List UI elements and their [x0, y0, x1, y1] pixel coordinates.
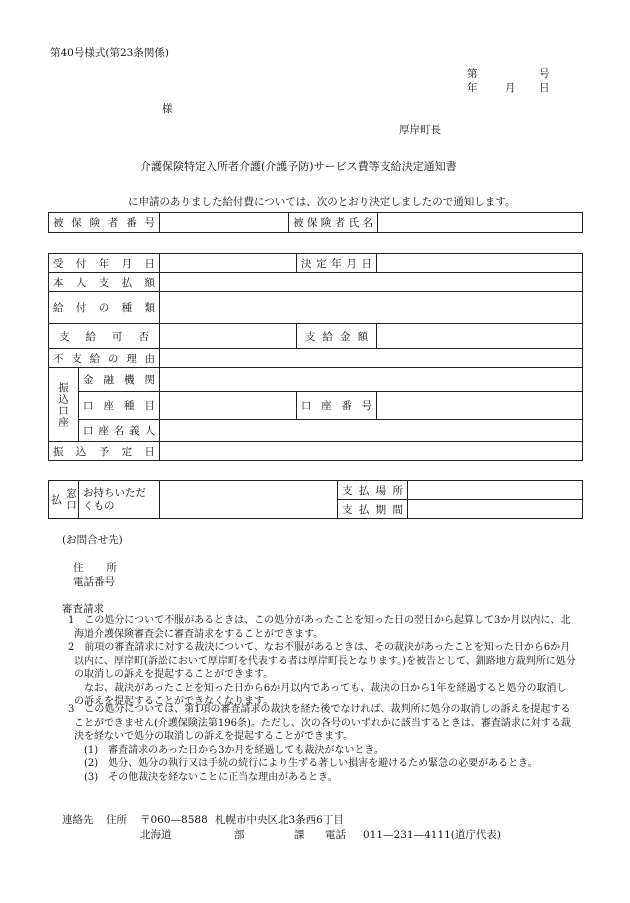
account-number-label: 口座番号: [301, 400, 372, 412]
decision-table: [48, 253, 583, 461]
payment-place-value: [408, 481, 583, 500]
contact-address: 札幌市中央区北3条西6丁目: [215, 814, 344, 826]
received-date-value: [160, 254, 297, 273]
contact-pref: 北海道: [140, 829, 172, 841]
transfer-date-label: 振込予定日: [53, 445, 155, 458]
self-payment-label: 本人支払額: [53, 276, 155, 289]
contact-label: 連絡先: [62, 814, 94, 826]
addressee-suffix: 様: [162, 103, 173, 115]
items-to-bring-value: [160, 481, 338, 519]
insured-number-value: [160, 213, 289, 233]
contact-address-label: 住所: [106, 814, 127, 826]
contact-postal: 〒060—8588: [140, 814, 208, 826]
appeal-item-2: (2) 処分、処分の執行又は手続の続行により生ずる著しい損害を避けるため緊急の必要があるとき。: [84, 758, 538, 769]
inquiry-address-wrap: [73, 560, 117, 575]
insured-name-value: [378, 213, 583, 233]
bank-label: 金融機関: [83, 374, 155, 386]
decided-date-value: [377, 254, 583, 273]
benefit-type-label: 給付の種類: [53, 302, 155, 314]
contact-phone: 011—231—4111(道庁代表): [363, 829, 501, 841]
date-year: 年: [467, 82, 478, 94]
issuer: 厚岸町長: [399, 124, 441, 136]
payment-place-label: 支払場所: [342, 484, 403, 497]
account-type-label: 口座種目: [83, 400, 155, 412]
appeal-paragraph-3: 3 この処分については、第1項の審査請求の裁決を経た後でなければ、裁判所に処分の取消しの訴えを提起することができません(介護保険法第196条)。ただし、次の各号のいずれかに該当するときは、審査請求に対する裁決を経ないで処分の取消しの訴えを提起することができます。 (1) 審査請求のあった日から3か月を経過しても裁決がないとき。 (2) 処分、処分の執行又は手続の続行により生ずる著しい損害を避けるため緊急の必要があるとき。 (3) その他裁決を経ないことに正当な理由があるとき。: [60, 703, 576, 784]
self-payment-value: [160, 273, 583, 292]
decided-date-label: 決定年月日: [301, 257, 372, 270]
amount-value: [377, 324, 583, 349]
inquiry-address-label: 住所: [73, 562, 117, 574]
payment-period-label: 支払期間: [342, 503, 403, 516]
benefit-type-value: [160, 292, 583, 324]
date-day: 日: [539, 82, 550, 94]
doc-no-dai: 第: [467, 68, 478, 80]
account-holder-label: 口座名義人: [83, 425, 155, 437]
contact-phone-label: 電話: [325, 829, 346, 841]
payment-period-value: [408, 500, 583, 519]
appeal-paragraph-1: 1 この処分について不服があるときは、この処分があったことを知った日の翌日から起算して3か月以内に、北海道介護保険審査会に審査請求をすることができます。: [68, 615, 571, 640]
appeal-item-1: (1) 審査請求のあった日から3か月を経過しても裁決がないとき。: [84, 744, 385, 756]
received-date-label: 受付年月日: [53, 257, 155, 270]
window-payment-label: 窓口払: [50, 488, 77, 511]
contact-bu: 部: [234, 829, 245, 841]
items-to-bring-label: お持ちいただくもの: [83, 486, 146, 512]
account-number-value: [377, 392, 583, 420]
non-payment-reason-label: 不支給の理由: [53, 352, 155, 365]
inquiry-phone-label: 電話番号: [73, 576, 115, 588]
approval-value: [160, 324, 297, 349]
account-type-value: [160, 392, 297, 420]
intro-text: に申請のありました給付費については、次のとおり決定しましたので通知します。: [128, 196, 516, 208]
appeal-heading: 審査請求: [62, 603, 104, 615]
date-month: 月: [505, 82, 516, 94]
document-title: 介護保険特定入所者介護(介護予防)サービス費等支給決定通知書: [140, 160, 457, 173]
transfer-date-value: [160, 442, 583, 461]
doc-no-go: 号: [539, 68, 550, 80]
account-holder-value: [160, 420, 583, 442]
insured-table: [48, 212, 583, 233]
bank-value: [160, 368, 583, 392]
appeal-item-3: (3) その他裁決を経ないことに正当な理由があるとき。: [84, 771, 338, 783]
transfer-account-label: 振込口座: [57, 381, 69, 428]
amount-label: 支給金額: [305, 330, 368, 343]
non-payment-reason-value: [160, 349, 583, 368]
insured-number-label: 被保険者番号: [53, 217, 155, 229]
appeal-paragraph-2: 2 前項の審査請求に対する裁決について、なお不服があるときは、その裁決があったことを知った日から6か月以内に、厚岸町(訴訟において厚岸町を代表する者は厚岸町長となります。)を被告として、釧路地方裁判所に処分の取消しの訴えを提起することができます。 なお、裁決があったことを知った日から6か月以内であっても、裁決の日から1年を経過すると処分の取消しの訴えを提起することができなくなります。: [68, 642, 576, 707]
contact-ka: 課: [294, 829, 305, 841]
form-number: 第40号様式(第23条関係): [50, 47, 169, 59]
inquiry-heading: (お問合せ先): [62, 534, 123, 546]
insured-name-label: 被保険者氏名: [293, 217, 373, 229]
approval-label: 支給可否: [59, 330, 149, 343]
window-payment-table: [48, 480, 583, 519]
